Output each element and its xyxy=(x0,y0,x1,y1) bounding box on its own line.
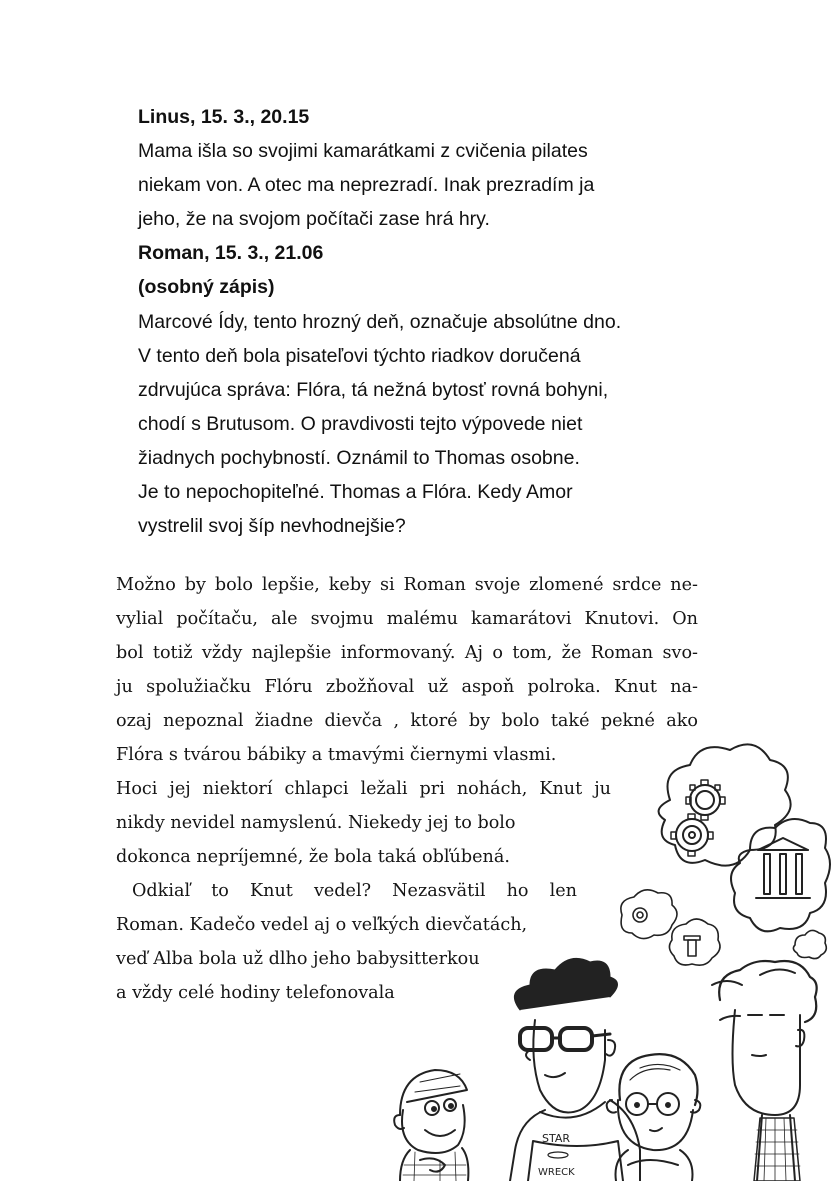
entry-line: chodí s Brutusom. O pravdivosti tejto výpovede niet xyxy=(138,412,583,435)
entry-line: jeho, že na svojom počítači zase hrá hry. xyxy=(138,208,490,231)
paragraph-line: vylial počítaču, ale svojmu malému kamarátovi Knutovi. On xyxy=(116,609,698,629)
shirt-text-star: STAR xyxy=(542,1132,571,1145)
entry-heading-linus: Linus, 15. 3., 20.15 xyxy=(138,106,310,128)
paragraph-line: Odkiaľ to Knut vedel? Nezasvätil ho len xyxy=(132,881,577,901)
paragraph-line: veď Alba bola už dlho jeho babysitterkou xyxy=(116,949,480,969)
entry-line: Marcové Ídy, tento hrozný deň, označuje absolútne dno. xyxy=(138,310,622,333)
entry-line: niekam von. A otec ma neprezradí. Inak prezradím ja xyxy=(138,174,595,197)
paragraph-line: bol totiž vždy najlepšie informovaný. Aj o tom, že Roman svo- xyxy=(116,643,698,663)
diary-entries xyxy=(138,100,698,543)
boy-star-wreck-character xyxy=(510,958,640,1181)
entry-heading-roman: Roman, 15. 3., 21.06 xyxy=(138,242,324,265)
entry-line: Je to nepochopiteľné. Thomas a Flóra. Kedy Amor xyxy=(138,481,573,504)
entry-subheading: (osobný zápis) xyxy=(138,276,275,299)
small-boy-with-cap-character xyxy=(394,1070,468,1181)
paragraph-line: a vždy celé hodiny telefonovala xyxy=(116,983,395,1003)
paragraph-line: Možno by bolo lepšie, keby si Roman svoje zlomené srdce ne- xyxy=(116,575,698,595)
entry-line: zdrvujúca správa: Flóra, tá nežná bytosť rovná bohyni, xyxy=(138,378,609,401)
paragraph-line: Flóra s tvárou bábiky a tmavými čiernymi vlasmi. xyxy=(116,745,557,765)
shirt-text-wreck: WRECK xyxy=(538,1167,575,1178)
tall-boy-character xyxy=(712,961,817,1181)
entry-line: Mama išla so svojimi kamarátkami z cvičenia pilates xyxy=(138,140,588,163)
temple-thought-cloud-icon xyxy=(731,819,830,931)
paragraph-line: ju spolužiačku Flóru zbožňoval už aspoň polroka. Knut na- xyxy=(116,677,698,697)
paragraph-line: ozaj nepoznal žiadne dievča , ktoré by bolo také pekné ako xyxy=(116,711,698,731)
tiny-cloud-icon xyxy=(793,930,826,958)
paragraph-line: dokonca nepríjemné, že bola taká obľúbená. xyxy=(116,847,510,867)
cartoon-illustration xyxy=(380,740,835,1181)
entry-line: vystrelil svoj šíp nevhodnejšie? xyxy=(138,515,406,538)
small-gear-thought-cloud-icon xyxy=(621,890,677,939)
entry-line: V tento deň bola pisateľovi týchto riadkov doručená xyxy=(138,344,581,367)
paragraph-line: nikdy nevidel namyslenú. Niekedy jej to bolo xyxy=(116,813,516,833)
gear-thought-cloud-icon xyxy=(659,744,791,865)
paragraph-line: Roman. Kadečo vedel aj o veľkých dievčatách, xyxy=(116,915,528,935)
paragraph-line: Hoci jej niektorí chlapci ležali pri nohách, Knut ju xyxy=(116,779,611,799)
entry-line: žiadnych pochybností. Oznámil to Thomas osobne. xyxy=(138,446,580,469)
small-column-thought-cloud-icon xyxy=(669,919,720,965)
